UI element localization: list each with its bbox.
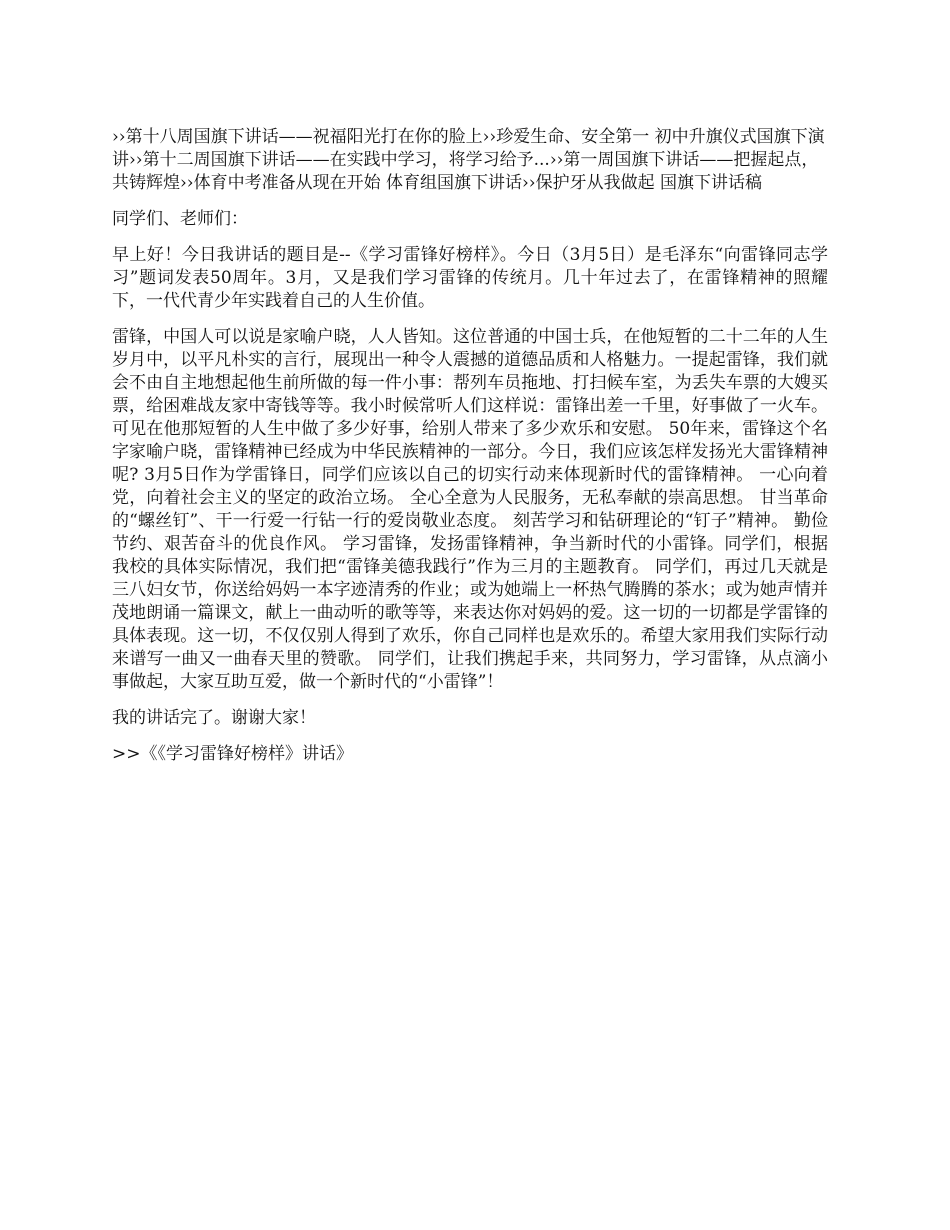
related-links — [112, 126, 828, 195]
greeting: 同学们、老师们： — [112, 209, 248, 229]
closing-remark: 我的讲话完了。谢谢大家！ — [112, 708, 316, 728]
related-link-4[interactable]: ››第一周国旗下讲话——把握起点，共铸辉煌 — [112, 150, 819, 193]
related-link-2[interactable]: ››珍爱生命、安全第一 初中升旗仪式国旗下演讲 — [112, 127, 825, 170]
related-link-5[interactable]: ››体育中考准备从现在开始 体育组国旗下讲话 — [180, 173, 522, 193]
document-body — [112, 126, 828, 779]
bottom-link[interactable]: >>《《学习雷锋好榜样》讲话》 — [112, 744, 353, 764]
related-link-6[interactable]: ››保护牙从我做起 国旗下讲话稿 — [522, 173, 762, 193]
related-link-3[interactable]: ››第十二周国旗下讲话——在实践中学习，将学习给予... — [129, 150, 550, 170]
bottom-link-container — [112, 743, 828, 766]
related-link-1[interactable]: ››第十八周国旗下讲话——祝福阳光打在你的脸上 — [112, 127, 483, 147]
paragraph-intro: 早上好！今日我讲话的题目是--《学习雷锋好榜样》。今日（3月5日）是毛泽东“向雷锋同志学习”题词发表50周年。3月，又是我们学习雷锋的传统月。几十年过去了，在雷锋精神的照耀下，一代代青少年实践着自己的人生价值。 — [112, 245, 828, 311]
paragraph-main: 雷锋，中国人可以说是家喻户晓，人人皆知。这位普通的中国士兵，在他短暂的二十二年的人生岁月中，以平凡朴实的言行，展现出一种令人震撼的道德品质和人格魅力。一提起雷锋，我们就会不由自主地想起他生前所做的每一件小事：帮列车员拖地、打扫候车室，为丢失车票的大嫂买票，给困难战友家中寄钱等等。我小时候常听人们这样说：雷锋出差一千里，好事做了一火车。可见在他那短暂的人生中做了多少好事，给别人带来了多少欢乐和安慰。 50年来，雷锋这个名字家喻户晓，雷锋精神已经成为中华民族精神的一部分。今日，我们应该怎样发扬光大雷锋精神呢? 3月5日作为学雷锋日，同学们应该以自己的切实行动来体现新时代的雷锋精神。 一心向着党，向着社会主义的坚定的政治立场。 全心全意为人民服务，无私奉献的崇高思想。 甘当革命的“螺丝钉”、干一行爱一行钻一行的爱岗敬业态度。 刻苦学习和钻研理论的“钉子”精神。 勤俭节约、艰苦奋斗的优良作风。 学习雷锋，发扬雷锋精神，争当新时代的小雷锋。同学们，根据我校的具体实际情况，我们把“雷锋美德我践行”作为三月的主题教育。 同学们，再过几天就是三八妇女节，你送给妈妈一本字迹清秀的作业；或为她端上一杯热气腾腾的茶水；或为她声情并茂地朗诵一篇课文，献上一曲动听的歌等等，来表达你对妈妈的爱。这一切的一切都是学雷锋的具体表现。这一切，不仅仅别人得到了欢乐，你自己同样也是欢乐的。希望大家用我们实际行动来谱写一曲又一曲春天里的赞歌。 同学们，让我们携起手来，共同努力，学习雷锋，从点滴小事做起，大家互助互爱，做一个新时代的“小雷锋”！ — [112, 327, 828, 692]
